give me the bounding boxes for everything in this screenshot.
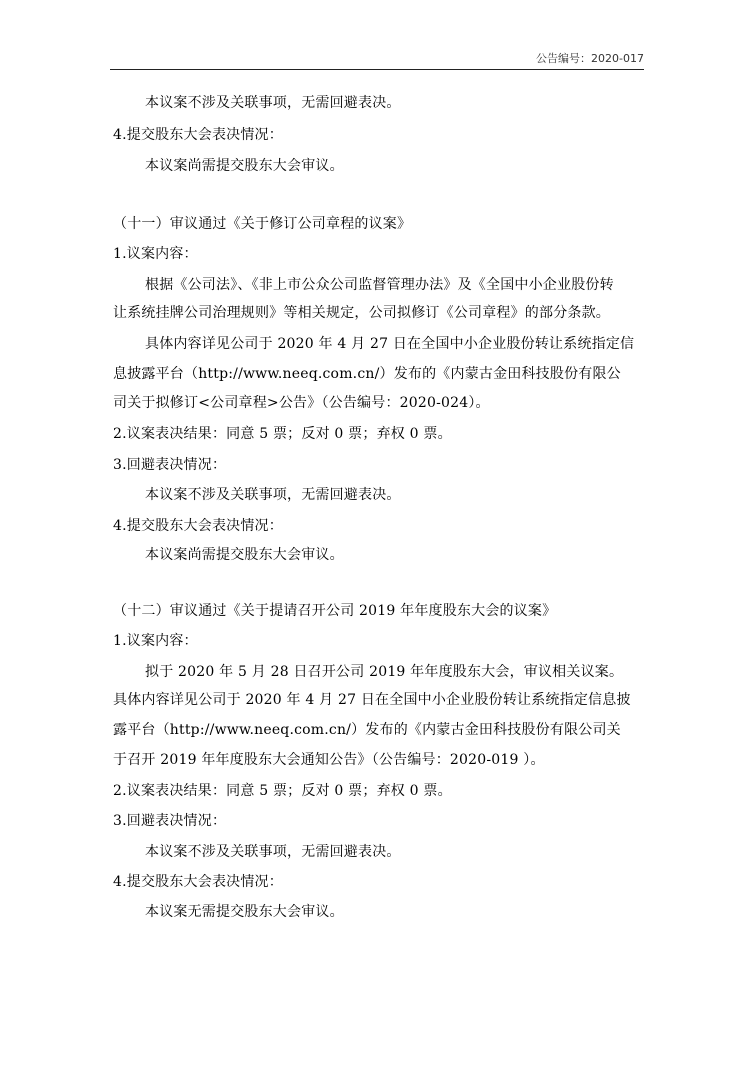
body-line: 息披露平台（http://www.neeq.com.cn/）发布的《内蒙古金田科技股份有限公 <box>113 366 621 382</box>
section-heading: （十一）审议通过《关于修订公司章程的议案》 <box>113 216 412 232</box>
body-line: 拟于 2020 年 5 月 28 日召开公司 2019 年年度股东大会，审议相关议案。 <box>145 664 624 680</box>
body-line: 本议案尚需提交股东大会审议。 <box>145 158 344 174</box>
body-line: 本议案尚需提交股东大会审议。 <box>145 547 344 563</box>
body-line: 4.提交股东大会表决情况： <box>113 874 283 890</box>
body-line: 根据《公司法》、《非上市公众公司监督管理办法》及《全国中小企业股份转 <box>145 277 614 293</box>
body-line: 让系统挂牌公司治理规则》等相关规定，公司拟修订《公司章程》的部分条款。 <box>113 305 610 321</box>
body-line: 本议案不涉及关联事项，无需回避表决。 <box>145 487 401 503</box>
body-line: 3.回避表决情况： <box>113 813 227 829</box>
body-line: 2.议案表决结果：同意 5 票；反对 0 票；弃权 0 票。 <box>113 783 452 799</box>
body-line: 本议案不涉及关联事项，无需回避表决。 <box>145 844 401 860</box>
body-line: 4.提交股东大会表决情况： <box>113 127 283 143</box>
header-divider <box>110 69 644 70</box>
body-line: 1.议案内容： <box>113 246 198 262</box>
body-line: 具体内容详见公司于 2020 年 4 月 27 日在全国中小企业股份转让系统指定信 <box>145 336 635 352</box>
body-line: 3.回避表决情况： <box>113 457 227 473</box>
body-line: 露平台（http://www.neeq.com.cn/）发布的《内蒙古金田科技股份有限公司关 <box>113 722 621 738</box>
announcement-number: 公告编号：2020-017 <box>536 52 644 65</box>
body-line: 4.提交股东大会表决情况： <box>113 518 283 534</box>
section-heading: （十二）审议通过《关于提请召开公司 2019 年年度股东大会的议案》 <box>113 603 557 619</box>
body-line: 1.议案内容： <box>113 633 198 649</box>
body-line: 于召开 2019 年年度股东大会通知公告》（公告编号：2020-019 ）。 <box>113 752 545 768</box>
body-line: 本议案无需提交股东大会审议。 <box>145 904 344 920</box>
body-line: 本议案不涉及关联事项，无需回避表决。 <box>145 95 401 111</box>
body-line: 具体内容详见公司于 2020 年 4 月 27 日在全国中小企业股份转让系统指定信息披 <box>113 692 631 708</box>
body-line: 2.议案表决结果：同意 5 票；反对 0 票；弃权 0 票。 <box>113 426 452 442</box>
body-line: 司关于拟修订<公司章程>公告》（公告编号：2020-024）。 <box>113 395 490 411</box>
